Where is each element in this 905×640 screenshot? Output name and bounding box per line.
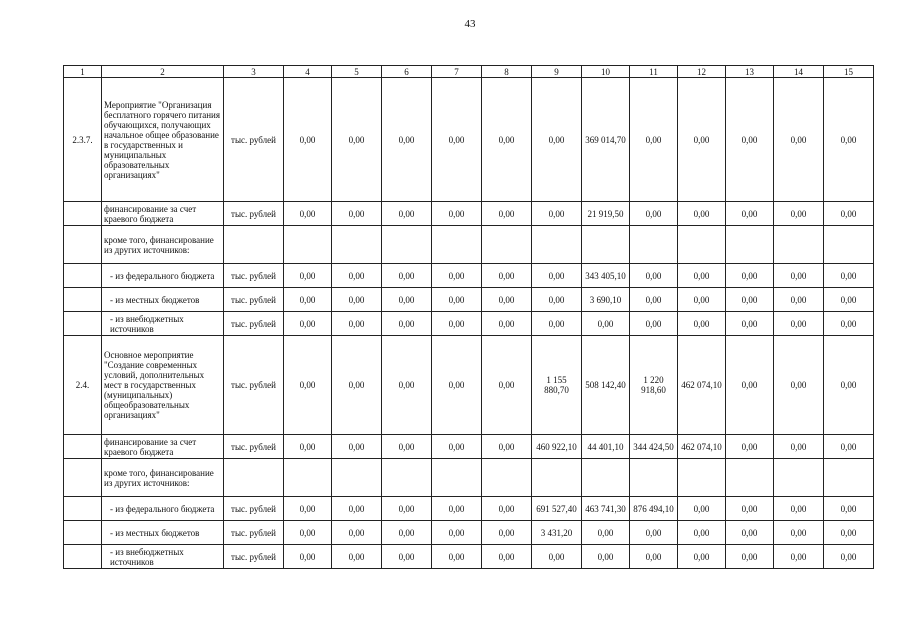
- value-cell-col-13: 0,00: [726, 264, 774, 288]
- value-cell-col-12: 462 074,10: [678, 336, 726, 435]
- unit-cell: [224, 459, 284, 497]
- value-cell-col-11: 0,00: [630, 264, 678, 288]
- value-cell-col-11: 344 424,50: [630, 435, 678, 459]
- column-header-15: 15: [824, 66, 874, 78]
- value-cell-col-8: 0,00: [482, 288, 532, 312]
- value-cell-col-4: 0,00: [284, 288, 332, 312]
- column-header-4: 4: [284, 66, 332, 78]
- value-cell-col-4: 0,00: [284, 202, 332, 226]
- value-cell-col-7: 0,00: [432, 264, 482, 288]
- value-cell-col-10: 369 014,70: [582, 78, 630, 202]
- value-cell-col-13: 0,00: [726, 497, 774, 521]
- value-cell-col-6: 0,00: [382, 312, 432, 336]
- value-cell-col-10: 508 142,40: [582, 336, 630, 435]
- value-cell-col-8: 0,00: [482, 78, 532, 202]
- value-cell-col-5: [332, 459, 382, 497]
- unit-cell: тыс. рублей: [224, 497, 284, 521]
- row-number-cell: [64, 202, 102, 226]
- value-cell-col-13: 0,00: [726, 78, 774, 202]
- value-cell-col-9: 0,00: [532, 545, 582, 569]
- page-number: 43: [464, 18, 476, 30]
- value-cell-col-10: [582, 226, 630, 264]
- column-header-11: 11: [630, 66, 678, 78]
- value-cell-col-5: 0,00: [332, 288, 382, 312]
- value-cell-col-8: 0,00: [482, 521, 532, 545]
- value-cell-col-10: 0,00: [582, 521, 630, 545]
- value-cell-col-11: [630, 226, 678, 264]
- row-number-cell: [64, 545, 102, 569]
- value-cell-col-11: 0,00: [630, 288, 678, 312]
- value-cell-col-9: 691 527,40: [532, 497, 582, 521]
- value-cell-col-6: 0,00: [382, 435, 432, 459]
- value-cell-col-14: [774, 459, 824, 497]
- value-cell-col-13: [726, 226, 774, 264]
- value-cell-col-7: [432, 226, 482, 264]
- value-cell-col-9: 0,00: [532, 264, 582, 288]
- column-header-13: 13: [726, 66, 774, 78]
- value-cell-col-9: 0,00: [532, 312, 582, 336]
- measure-name-cell: финансирование за счет краевого бюджета: [102, 435, 224, 459]
- value-cell-col-9: [532, 226, 582, 264]
- value-cell-col-7: 0,00: [432, 521, 482, 545]
- value-cell-col-8: 0,00: [482, 202, 532, 226]
- row-number-cell: [64, 521, 102, 545]
- budget-table: [63, 65, 874, 569]
- value-cell-col-13: [726, 459, 774, 497]
- value-cell-col-7: 0,00: [432, 78, 482, 202]
- value-cell-col-15: 0,00: [824, 545, 874, 569]
- value-cell-col-9: 3 431,20: [532, 521, 582, 545]
- value-cell-col-4: 0,00: [284, 312, 332, 336]
- value-cell-col-13: 0,00: [726, 545, 774, 569]
- value-cell-col-4: 0,00: [284, 435, 332, 459]
- value-cell-col-11: 0,00: [630, 545, 678, 569]
- header-row: [64, 66, 874, 78]
- table-row: [64, 545, 874, 569]
- value-cell-col-13: 0,00: [726, 202, 774, 226]
- value-cell-col-6: 0,00: [382, 521, 432, 545]
- value-cell-col-6: [382, 226, 432, 264]
- value-cell-col-15: [824, 226, 874, 264]
- value-cell-col-8: 0,00: [482, 497, 532, 521]
- value-cell-col-14: 0,00: [774, 78, 824, 202]
- measure-name-cell: Основное мероприятие "Создание современных условий, дополнительных мест в государственных (муниципальных) общеобразовательных организациях": [102, 336, 224, 435]
- value-cell-col-12: [678, 459, 726, 497]
- value-cell-col-11: 876 494,10: [630, 497, 678, 521]
- value-cell-col-5: 0,00: [332, 336, 382, 435]
- column-header-9: 9: [532, 66, 582, 78]
- value-cell-col-4: 0,00: [284, 78, 332, 202]
- value-cell-col-15: 0,00: [824, 435, 874, 459]
- value-cell-col-6: 0,00: [382, 288, 432, 312]
- value-cell-col-4: [284, 459, 332, 497]
- value-cell-col-12: 0,00: [678, 521, 726, 545]
- measure-name-cell: Мероприятие "Организация бесплатного горячего питания обучающихся, получающих начальное общее образование в государственных и муниципальных образовательных организациях": [102, 78, 224, 202]
- unit-cell: тыс. рублей: [224, 312, 284, 336]
- value-cell-col-10: 463 741,30: [582, 497, 630, 521]
- value-cell-col-15: 0,00: [824, 497, 874, 521]
- value-cell-col-4: 0,00: [284, 336, 332, 435]
- table-row: [64, 435, 874, 459]
- measure-name-cell: финансирование за счет краевого бюджета: [102, 202, 224, 226]
- row-number-cell: [64, 497, 102, 521]
- table-row: [64, 226, 874, 264]
- value-cell-col-14: 0,00: [774, 497, 824, 521]
- value-cell-col-6: 0,00: [382, 497, 432, 521]
- value-cell-col-5: 0,00: [332, 78, 382, 202]
- value-cell-col-15: 0,00: [824, 264, 874, 288]
- value-cell-col-11: 0,00: [630, 202, 678, 226]
- value-cell-col-12: 0,00: [678, 312, 726, 336]
- unit-cell: тыс. рублей: [224, 336, 284, 435]
- measure-name-cell: - из внебюджетных источников: [102, 545, 224, 569]
- row-number-cell: 2.3.7.: [64, 78, 102, 202]
- value-cell-col-13: 0,00: [726, 288, 774, 312]
- measure-name-cell: - из федерального бюджета: [102, 264, 224, 288]
- value-cell-col-14: 0,00: [774, 521, 824, 545]
- column-header-10: 10: [582, 66, 630, 78]
- value-cell-col-15: [824, 459, 874, 497]
- value-cell-col-6: 0,00: [382, 336, 432, 435]
- value-cell-col-14: 0,00: [774, 545, 824, 569]
- value-cell-col-7: 0,00: [432, 288, 482, 312]
- value-cell-col-12: 0,00: [678, 288, 726, 312]
- unit-cell: тыс. рублей: [224, 521, 284, 545]
- value-cell-col-6: 0,00: [382, 264, 432, 288]
- unit-cell: [224, 226, 284, 264]
- value-cell-col-10: 0,00: [582, 312, 630, 336]
- measure-name-cell: - из федерального бюджета: [102, 497, 224, 521]
- row-number-cell: [64, 435, 102, 459]
- value-cell-col-11: [630, 459, 678, 497]
- value-cell-col-4: 0,00: [284, 545, 332, 569]
- value-cell-col-8: 0,00: [482, 336, 532, 435]
- value-cell-col-6: [382, 459, 432, 497]
- unit-cell: тыс. рублей: [224, 202, 284, 226]
- measure-name-cell: - из внебюджетных источников: [102, 312, 224, 336]
- value-cell-col-15: 0,00: [824, 202, 874, 226]
- table-row: [64, 497, 874, 521]
- value-cell-col-8: 0,00: [482, 545, 532, 569]
- value-cell-col-5: 0,00: [332, 264, 382, 288]
- value-cell-col-9: 0,00: [532, 78, 582, 202]
- column-header-5: 5: [332, 66, 382, 78]
- value-cell-col-14: [774, 226, 824, 264]
- table-row: [64, 288, 874, 312]
- column-header-6: 6: [382, 66, 432, 78]
- value-cell-col-7: 0,00: [432, 497, 482, 521]
- measure-name-cell: кроме того, финансирование из других источников:: [102, 459, 224, 497]
- value-cell-col-12: 0,00: [678, 202, 726, 226]
- value-cell-col-15: 0,00: [824, 78, 874, 202]
- value-cell-col-11: 0,00: [630, 521, 678, 545]
- value-cell-col-5: 0,00: [332, 521, 382, 545]
- table-row: [64, 459, 874, 497]
- column-header-1: 1: [64, 66, 102, 78]
- value-cell-col-8: 0,00: [482, 312, 532, 336]
- column-header-12: 12: [678, 66, 726, 78]
- value-cell-col-9: [532, 459, 582, 497]
- column-header-7: 7: [432, 66, 482, 78]
- value-cell-col-13: 0,00: [726, 435, 774, 459]
- value-cell-col-4: [284, 226, 332, 264]
- value-cell-col-14: 0,00: [774, 202, 824, 226]
- value-cell-col-4: 0,00: [284, 264, 332, 288]
- unit-cell: тыс. рублей: [224, 78, 284, 202]
- row-number-cell: [64, 226, 102, 264]
- value-cell-col-14: 0,00: [774, 312, 824, 336]
- value-cell-col-8: 0,00: [482, 435, 532, 459]
- value-cell-col-5: 0,00: [332, 545, 382, 569]
- value-cell-col-6: 0,00: [382, 545, 432, 569]
- value-cell-col-10: [582, 459, 630, 497]
- value-cell-col-8: [482, 459, 532, 497]
- unit-cell: тыс. рублей: [224, 264, 284, 288]
- value-cell-col-12: 0,00: [678, 264, 726, 288]
- table-row: [64, 312, 874, 336]
- table-body: [64, 78, 874, 569]
- unit-cell: тыс. рублей: [224, 435, 284, 459]
- value-cell-col-7: 0,00: [432, 435, 482, 459]
- value-cell-col-5: 0,00: [332, 202, 382, 226]
- table-row: [64, 78, 874, 202]
- value-cell-col-15: 0,00: [824, 288, 874, 312]
- value-cell-col-4: 0,00: [284, 521, 332, 545]
- table-row: [64, 202, 874, 226]
- row-number-cell: [64, 288, 102, 312]
- value-cell-col-13: 0,00: [726, 336, 774, 435]
- table-row: [64, 336, 874, 435]
- row-number-cell: 2.4.: [64, 336, 102, 435]
- value-cell-col-12: 462 074,10: [678, 435, 726, 459]
- value-cell-col-10: 21 919,50: [582, 202, 630, 226]
- value-cell-col-13: 0,00: [726, 521, 774, 545]
- value-cell-col-5: 0,00: [332, 497, 382, 521]
- row-number-cell: [64, 459, 102, 497]
- value-cell-col-9: 0,00: [532, 288, 582, 312]
- value-cell-col-5: 0,00: [332, 312, 382, 336]
- value-cell-col-7: 0,00: [432, 336, 482, 435]
- value-cell-col-7: 0,00: [432, 202, 482, 226]
- value-cell-col-6: 0,00: [382, 78, 432, 202]
- unit-cell: тыс. рублей: [224, 545, 284, 569]
- value-cell-col-8: 0,00: [482, 264, 532, 288]
- value-cell-col-15: 0,00: [824, 312, 874, 336]
- value-cell-col-14: 0,00: [774, 336, 824, 435]
- value-cell-col-15: 0,00: [824, 336, 874, 435]
- value-cell-col-13: 0,00: [726, 312, 774, 336]
- value-cell-col-10: 44 401,10: [582, 435, 630, 459]
- value-cell-col-11: 1 220 918,60: [630, 336, 678, 435]
- value-cell-col-9: 1 155 880,70: [532, 336, 582, 435]
- value-cell-col-7: [432, 459, 482, 497]
- measure-name-cell: кроме того, финансирование из других источников:: [102, 226, 224, 264]
- value-cell-col-6: 0,00: [382, 202, 432, 226]
- row-number-cell: [64, 264, 102, 288]
- value-cell-col-9: 460 922,10: [532, 435, 582, 459]
- value-cell-col-14: 0,00: [774, 435, 824, 459]
- column-header-14: 14: [774, 66, 824, 78]
- table-row: [64, 521, 874, 545]
- value-cell-col-15: 0,00: [824, 521, 874, 545]
- value-cell-col-7: 0,00: [432, 545, 482, 569]
- column-header-8: 8: [482, 66, 532, 78]
- column-header-3: 3: [224, 66, 284, 78]
- value-cell-col-7: 0,00: [432, 312, 482, 336]
- row-number-cell: [64, 312, 102, 336]
- value-cell-col-14: 0,00: [774, 264, 824, 288]
- value-cell-col-9: 0,00: [532, 202, 582, 226]
- column-header-2: 2: [102, 66, 224, 78]
- unit-cell: тыс. рублей: [224, 288, 284, 312]
- measure-name-cell: - из местных бюджетов: [102, 288, 224, 312]
- value-cell-col-5: 0,00: [332, 435, 382, 459]
- value-cell-col-5: [332, 226, 382, 264]
- value-cell-col-10: 0,00: [582, 545, 630, 569]
- value-cell-col-8: [482, 226, 532, 264]
- value-cell-col-12: [678, 226, 726, 264]
- value-cell-col-4: 0,00: [284, 497, 332, 521]
- value-cell-col-10: 343 405,10: [582, 264, 630, 288]
- value-cell-col-14: 0,00: [774, 288, 824, 312]
- measure-name-cell: - из местных бюджетов: [102, 521, 224, 545]
- value-cell-col-11: 0,00: [630, 312, 678, 336]
- value-cell-col-12: 0,00: [678, 545, 726, 569]
- value-cell-col-12: 0,00: [678, 78, 726, 202]
- table-row: [64, 264, 874, 288]
- value-cell-col-12: 0,00: [678, 497, 726, 521]
- value-cell-col-11: 0,00: [630, 78, 678, 202]
- value-cell-col-10: 3 690,10: [582, 288, 630, 312]
